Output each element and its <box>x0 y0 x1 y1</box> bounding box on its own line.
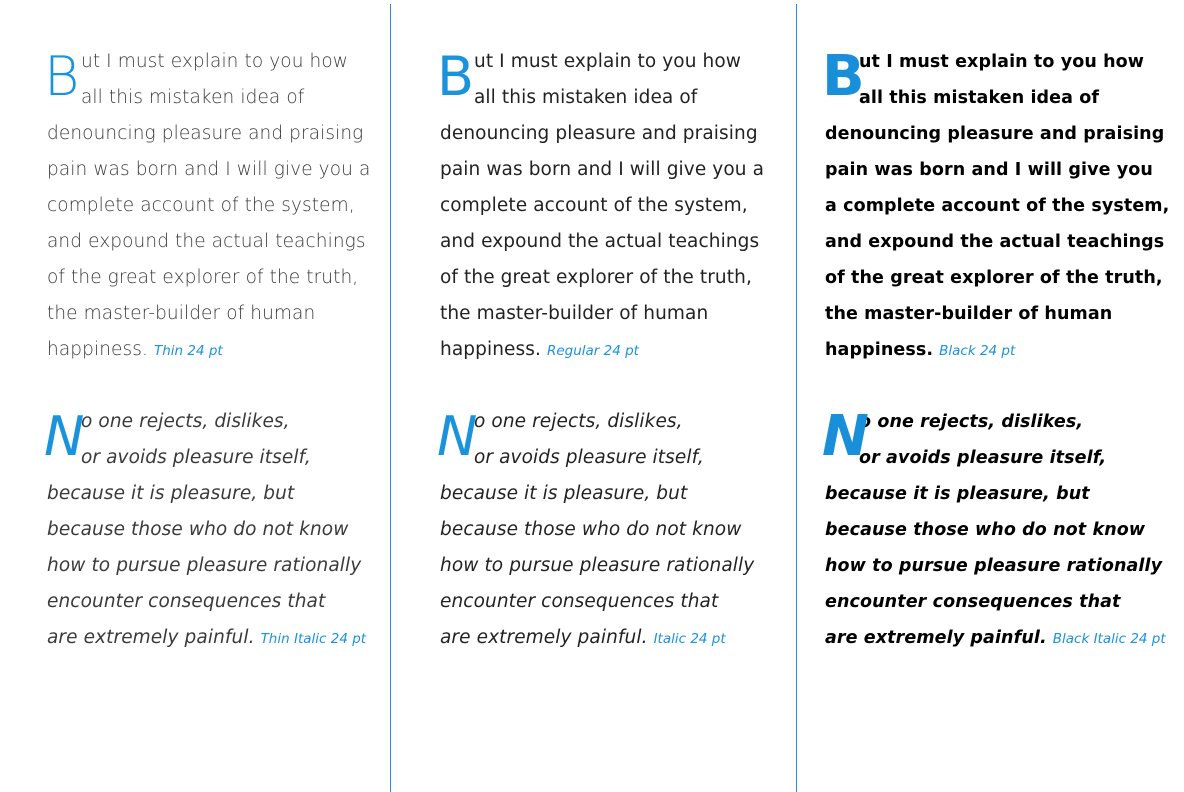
text-line-last <box>47 332 370 368</box>
text-line: encounter consequences that <box>47 591 326 612</box>
text-line-last <box>440 332 764 368</box>
text-line: o one rejects, dislikes, <box>81 411 290 432</box>
text-line: because it is pleasure, but <box>440 483 688 504</box>
specimen-paragraph-black <box>822 44 1170 368</box>
text-line: complete account of the system, <box>440 195 748 216</box>
text-line: all this mistaken idea of <box>859 88 1100 108</box>
text-line: or avoids pleasure itself, <box>474 447 704 468</box>
text-line-text: happiness. <box>47 339 148 360</box>
text-line-text: are extremely painful. <box>825 628 1047 648</box>
drop-cap: N <box>44 405 85 468</box>
drop-cap: N <box>822 404 869 469</box>
text-line: and expound the actual teachings <box>440 231 760 252</box>
text-line: encounter consequences that <box>825 592 1121 612</box>
text-line: denouncing pleasure and praising <box>47 123 364 144</box>
text-line: denouncing pleasure and praising <box>825 124 1165 144</box>
text-line: how to pursue pleasure rationally <box>47 555 362 576</box>
specimen-paragraph-black-italic <box>822 404 1166 656</box>
text-line: or avoids pleasure itself, <box>859 448 1107 468</box>
text-line: because it is pleasure, but <box>825 484 1090 504</box>
text-line: and expound the actual teachings <box>47 231 366 252</box>
text-line: all this mistaken idea of <box>81 87 305 108</box>
text-line-last <box>825 620 1166 656</box>
text-line: because those who do not know <box>47 519 349 540</box>
text-line: ut I must explain to you how <box>81 51 348 72</box>
specimen-paragraph-thin-italic <box>44 404 367 656</box>
text-line: because those who do not know <box>440 519 742 540</box>
drop-cap: B <box>822 44 865 109</box>
text-line: because those who do not know <box>825 520 1146 540</box>
text-line-text: are extremely painful. <box>440 627 648 648</box>
style-label: Black Italic 24 pt <box>1052 631 1166 647</box>
text-line: denouncing pleasure and praising <box>440 123 758 144</box>
text-line: complete account of the system, <box>47 195 355 216</box>
column-divider <box>390 4 391 792</box>
text-line: the master-builder of human <box>440 303 709 324</box>
text-line: how to pursue pleasure rationally <box>825 556 1163 576</box>
style-label: Italic 24 pt <box>653 631 726 647</box>
text-line: of the great explorer of the truth, <box>825 268 1163 288</box>
drop-cap: B <box>437 45 475 108</box>
text-line: because it is pleasure, but <box>47 483 295 504</box>
text-line-last <box>440 620 754 656</box>
style-label: Regular 24 pt <box>546 343 639 359</box>
drop-cap: N <box>437 405 478 468</box>
text-line-text: happiness. <box>825 340 934 360</box>
text-line-text: are extremely painful. <box>47 627 255 648</box>
text-line: and expound the actual teachings <box>825 232 1165 252</box>
specimen-paragraph-regular <box>437 44 765 368</box>
text-line: o one rejects, dislikes, <box>859 412 1084 432</box>
text-line: o one rejects, dislikes, <box>474 411 683 432</box>
text-line: pain was born and I will give you a <box>47 159 371 180</box>
text-line-last <box>825 332 1169 368</box>
text-line: a complete account of the system, <box>825 196 1170 216</box>
style-label: Black 24 pt <box>939 343 1016 359</box>
text-line: the master-builder of human <box>47 303 316 324</box>
text-line-last <box>47 620 366 656</box>
text-line: the master-builder of human <box>825 304 1113 324</box>
style-label: Thin Italic 24 pt <box>260 631 367 647</box>
style-label: Thin 24 pt <box>153 343 223 359</box>
text-line: encounter consequences that <box>440 591 719 612</box>
text-line: all this mistaken idea of <box>474 87 698 108</box>
specimen-paragraph-italic <box>437 404 755 656</box>
text-line: pain was born and I will give you <box>825 160 1153 180</box>
drop-cap: B <box>44 45 80 108</box>
text-line-text: happiness. <box>440 339 541 360</box>
text-line: of the great explorer of the truth, <box>440 267 752 288</box>
text-line: how to pursue pleasure rationally <box>440 555 755 576</box>
text-line: of the great explorer of the truth, <box>47 267 359 288</box>
text-line: pain was born and I will give you a <box>440 159 765 180</box>
text-line: ut I must explain to you how <box>474 51 741 72</box>
column-divider <box>796 4 797 792</box>
specimen-paragraph-thin <box>44 44 371 368</box>
text-line: or avoids pleasure itself, <box>81 447 311 468</box>
text-line: ut I must explain to you how <box>859 52 1145 72</box>
